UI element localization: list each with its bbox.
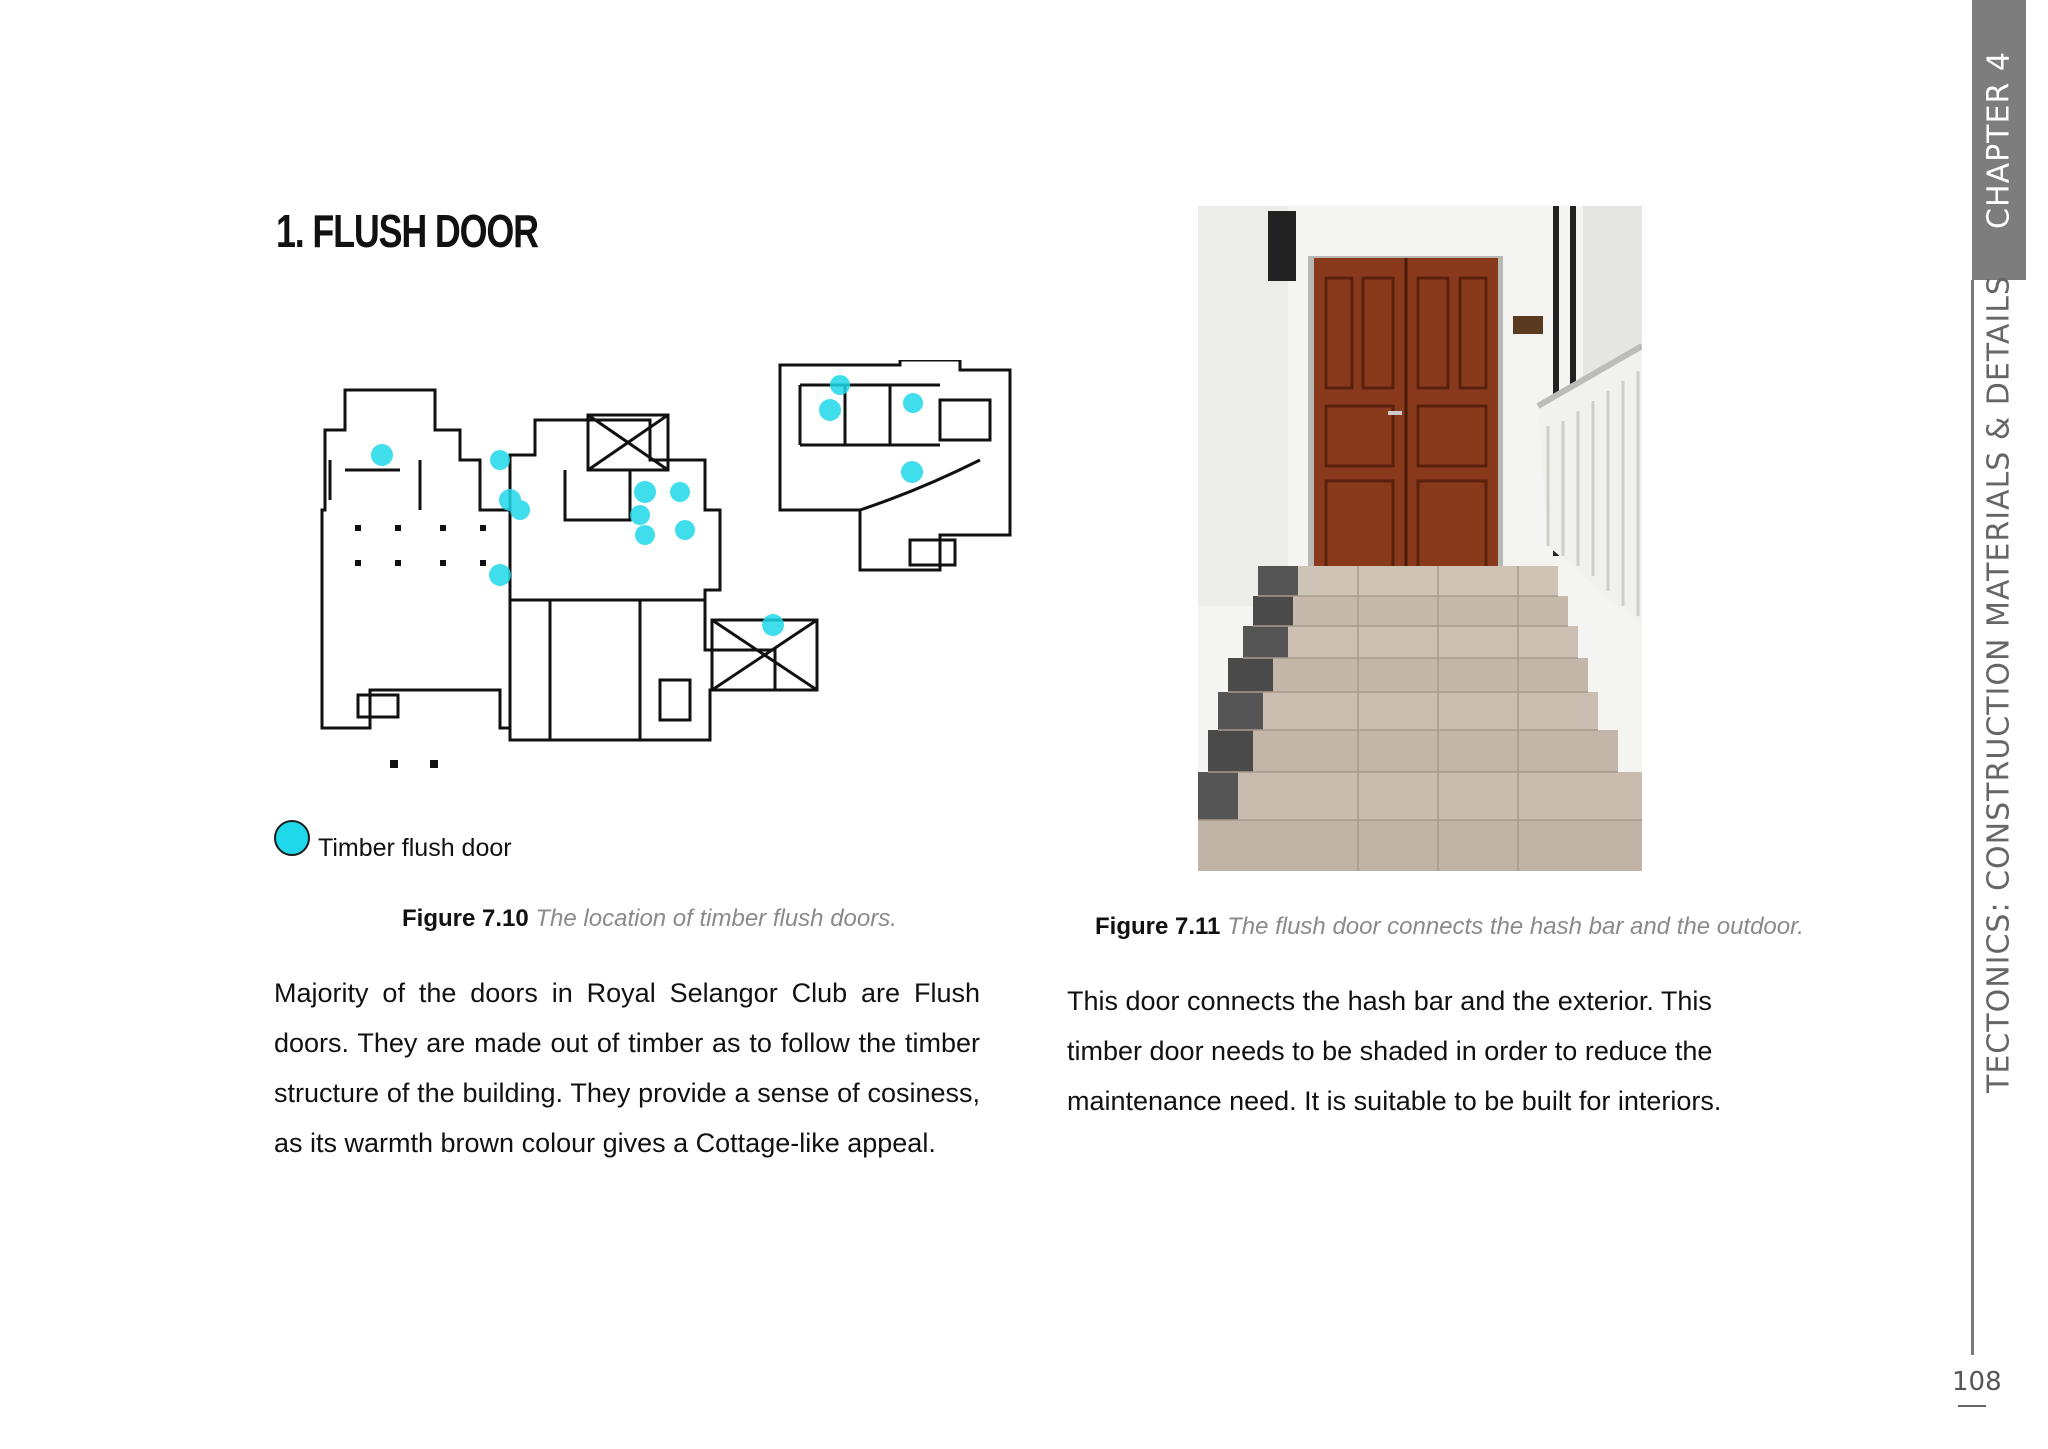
legend-label: Timber flush door — [318, 834, 512, 862]
figure-caption-text-2: The flush door connects the hash bar and the outdoor. — [1227, 913, 1804, 940]
figure-number-2: Figure 7.11 — [1095, 913, 1221, 940]
section-title: 1. FLUSH DOOR — [276, 205, 538, 257]
figure-caption-1 — [402, 905, 897, 933]
paragraph-1: Majority of the doors in Royal Selangor Club are Flush doors. They are made out of timber as to follow the timber structure of the building. They provide a sense of cosiness, as its warmth brown colour gives a Cottage-like appeal. — [274, 978, 980, 1158]
paragraph-2: This door connects the hash bar and the exterior. This timber door needs to be shaded in order to reduce the maintenance need. It is suitable to be built for interiors. — [1067, 986, 1722, 1116]
sidebar-title: TECTONICS: CONSTRUCTION MATERIALS & DETAILS — [1981, 275, 2017, 1093]
page-number-underline — [1958, 1405, 1986, 1407]
door-photo — [1198, 206, 1642, 871]
figure-number-1: Figure 7.10 — [402, 905, 529, 932]
chapter-label: CHAPTER 4 — [1981, 51, 2017, 229]
page-number: 108 — [1952, 1367, 2002, 1397]
legend-swatch — [274, 820, 310, 856]
figure-caption-2 — [1095, 913, 1804, 941]
figure-caption-text-1: The location of timber flush doors. — [535, 905, 897, 932]
sidebar-rule — [1971, 280, 1974, 1355]
floor-plan-diagram — [300, 360, 1040, 800]
